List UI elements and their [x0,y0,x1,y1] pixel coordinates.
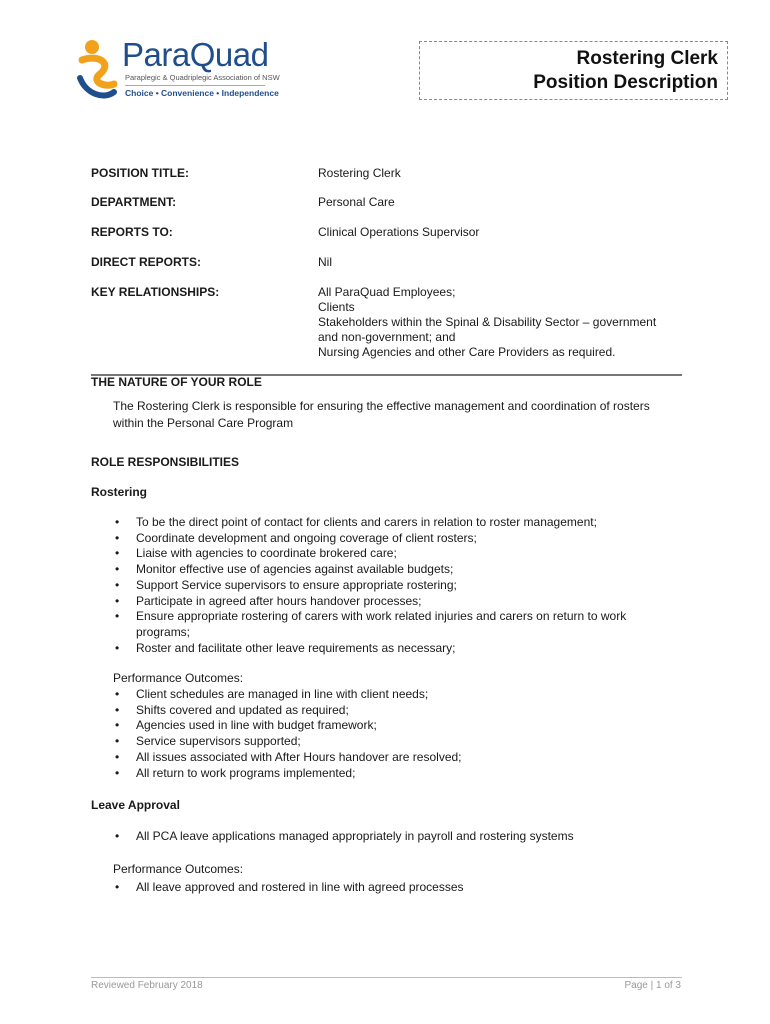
bullet-icon: • [115,749,120,764]
rostering-list [113,515,683,656]
list-item: • Roster and facilitate other leave requirements as necessary; [115,640,456,655]
list-item: • All issues associated with After Hours handover are resolved; [115,749,462,764]
position-title-label: POSITION TITLE: [91,166,189,180]
footer-divider [91,977,682,978]
paraquad-logo-mark-icon [76,38,120,100]
logo-name: ParaQuad [122,36,269,73]
direct-reports-label: DIRECT REPORTS: [91,255,202,269]
list-item: • Ensure appropriate rostering of carers with work related injuries and carers on return to work programs; [115,609,627,639]
leave-approval-heading: Leave Approval [91,798,180,812]
bullet-icon: • [115,734,120,749]
department-value: Personal Care [318,195,395,209]
list-item: • To be the direct point of contact for clients and carers in relation to roster management; [115,515,597,529]
bullet-icon: • [115,702,120,717]
bullet-icon: • [115,515,120,529]
key-relationship-line: All ParaQuad Employees; [318,285,456,299]
bullet-icon: • [115,609,120,624]
list-item: • All leave approved and rostered in line with agreed processes [115,880,464,894]
key-relationship-line: and non-government; and [318,330,456,344]
leave-list [113,829,683,845]
footer-page-number: Page | 1 of 3 [624,980,681,991]
nature-line: within the Personal Care Program [113,416,294,430]
role-responsibilities-heading: ROLE RESPONSIBILITIES [91,455,240,469]
nature-of-role-heading: THE NATURE OF YOUR ROLE [91,375,262,389]
nature-of-role-text [113,398,693,432]
key-relationship-line: Nursing Agencies and other Care Providers as required. [318,345,616,359]
key-relationships-value [318,285,656,360]
paraquad-logo [76,36,280,104]
list-item: • Service supervisors supported; [115,734,301,749]
list-item: • Participate in agreed after hours handover processes; [115,593,422,608]
reports-to-label: REPORTS TO: [91,225,173,239]
rostering-outcomes-label: Performance Outcomes: [113,671,244,685]
list-item: • Shifts covered and updated as required; [115,702,349,717]
list-item: • Client schedules are managed in line with client needs; [115,687,429,701]
bullet-icon: • [115,765,120,780]
bullet-icon: • [115,546,120,561]
list-item: • Liaise with agencies to coordinate brokered care; [115,546,397,561]
bullet-icon: • [115,530,120,545]
list-item: • Support Service supervisors to ensure appropriate rostering; [115,577,457,592]
key-relationship-line: Stakeholders within the Spinal & Disability Sector – government [318,315,657,329]
list-item: • Agencies used in line with budget framework; [115,718,377,733]
direct-reports-value: Nil [318,255,332,269]
leave-outcomes-label: Performance Outcomes: [113,862,244,876]
list-item: • All PCA leave applications managed appropriately in payroll and rostering systems [115,829,574,843]
key-relationship-line: Clients [318,300,355,314]
section-divider [91,374,682,376]
department-label: DEPARTMENT: [91,195,177,209]
logo-divider [125,85,265,86]
document-subtitle: Position Description [533,72,718,93]
logo-subtitle: Paraplegic & Quadriplegic Association of NSW [125,73,280,82]
bullet-icon: • [115,562,120,577]
bullet-icon: • [115,718,120,733]
bullet-icon: • [115,577,120,592]
rostering-outcomes-list [113,687,683,781]
rostering-heading: Rostering [91,485,148,499]
position-title-value: Rostering Clerk [318,166,401,180]
bullet-icon: • [115,880,120,894]
bullet-icon: • [115,687,120,701]
list-item: • Coordinate development and ongoing coverage of client rosters; [115,530,477,545]
logo-tagline: Choice • Convenience • Independence [125,88,279,98]
document-title: Rostering Clerk [576,48,718,69]
document-title-box [419,41,728,100]
key-relationships-label: KEY RELATIONSHIPS: [91,285,220,299]
nature-line: The Rostering Clerk is responsible for ensuring the effective management and coordination of rosters [113,399,650,413]
bullet-icon: • [115,640,120,655]
footer-review-date: Reviewed February 2018 [91,980,203,991]
bullet-icon: • [115,593,120,608]
list-item: • Monitor effective use of agencies against available budgets; [115,562,454,577]
reports-to-value: Clinical Operations Supervisor [318,225,480,239]
leave-outcomes-list [113,880,683,896]
bullet-icon: • [115,829,120,843]
list-item: • All return to work programs implemented; [115,765,356,780]
